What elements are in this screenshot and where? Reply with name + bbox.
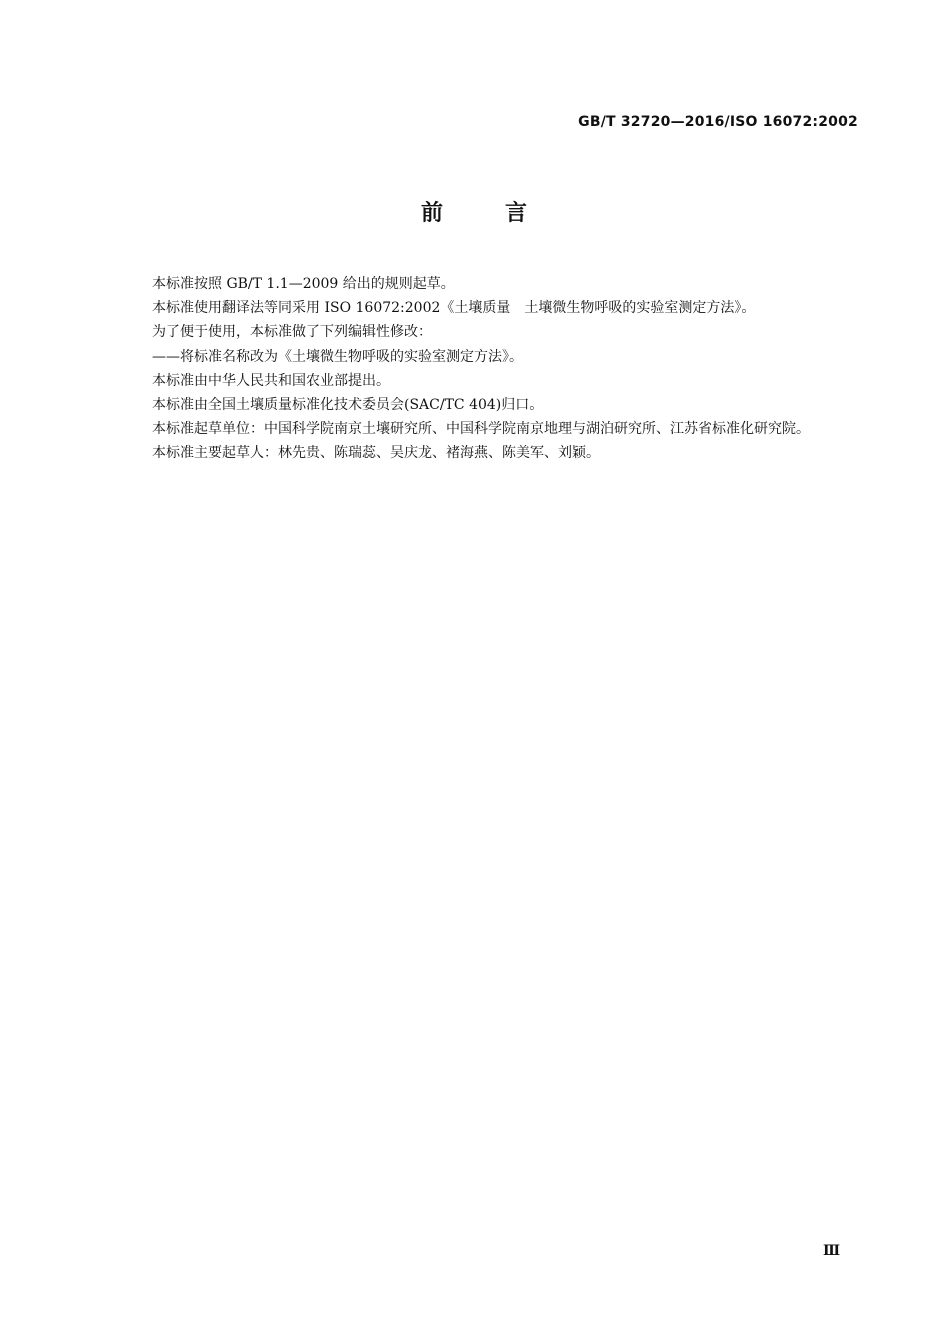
preface-body [114,272,862,466]
paragraph-editorial-intro: 为了便于使用，本标准做了下列编辑性修改： [152,324,432,341]
title-char-2: 言 [505,201,530,226]
title-char-1: 前 [420,201,445,226]
paragraph-drafting-rules: 本标准按照 GB/T 1.1—2009 给出的规则起草。 [152,276,455,292]
standard-number: GB/T 32720—2016/ISO 16072:2002 [578,114,858,130]
paragraph-editorial-change: ——将标准名称改为《土壤微生物呼吸的实验室测定方法》。 [152,348,523,365]
page-number: Ⅲ [822,1243,840,1259]
paragraph-adoption: 本标准使用翻译法等同采用 ISO 16072:2002《土壤质量 土壤微生物呼吸的实验室测定方法》。 [152,300,756,317]
page-title [0,196,950,227]
paragraph-drafting-units: 本标准起草单位：中国科学院南京土壤研究所、中国科学院南京地理与湖泊研究所、江苏省标准化研究院。 [152,421,810,438]
paragraph-proposer: 本标准由中华人民共和国农业部提出。 [152,372,390,389]
paragraph-committee: 本标准由全国土壤质量标准化技术委员会(SAC/TC 404)归口。 [152,397,544,414]
paragraph-drafters: 本标准主要起草人：林先贵、陈瑞蕊、吴庆龙、褚海燕、陈美军、刘颖。 [152,445,600,462]
